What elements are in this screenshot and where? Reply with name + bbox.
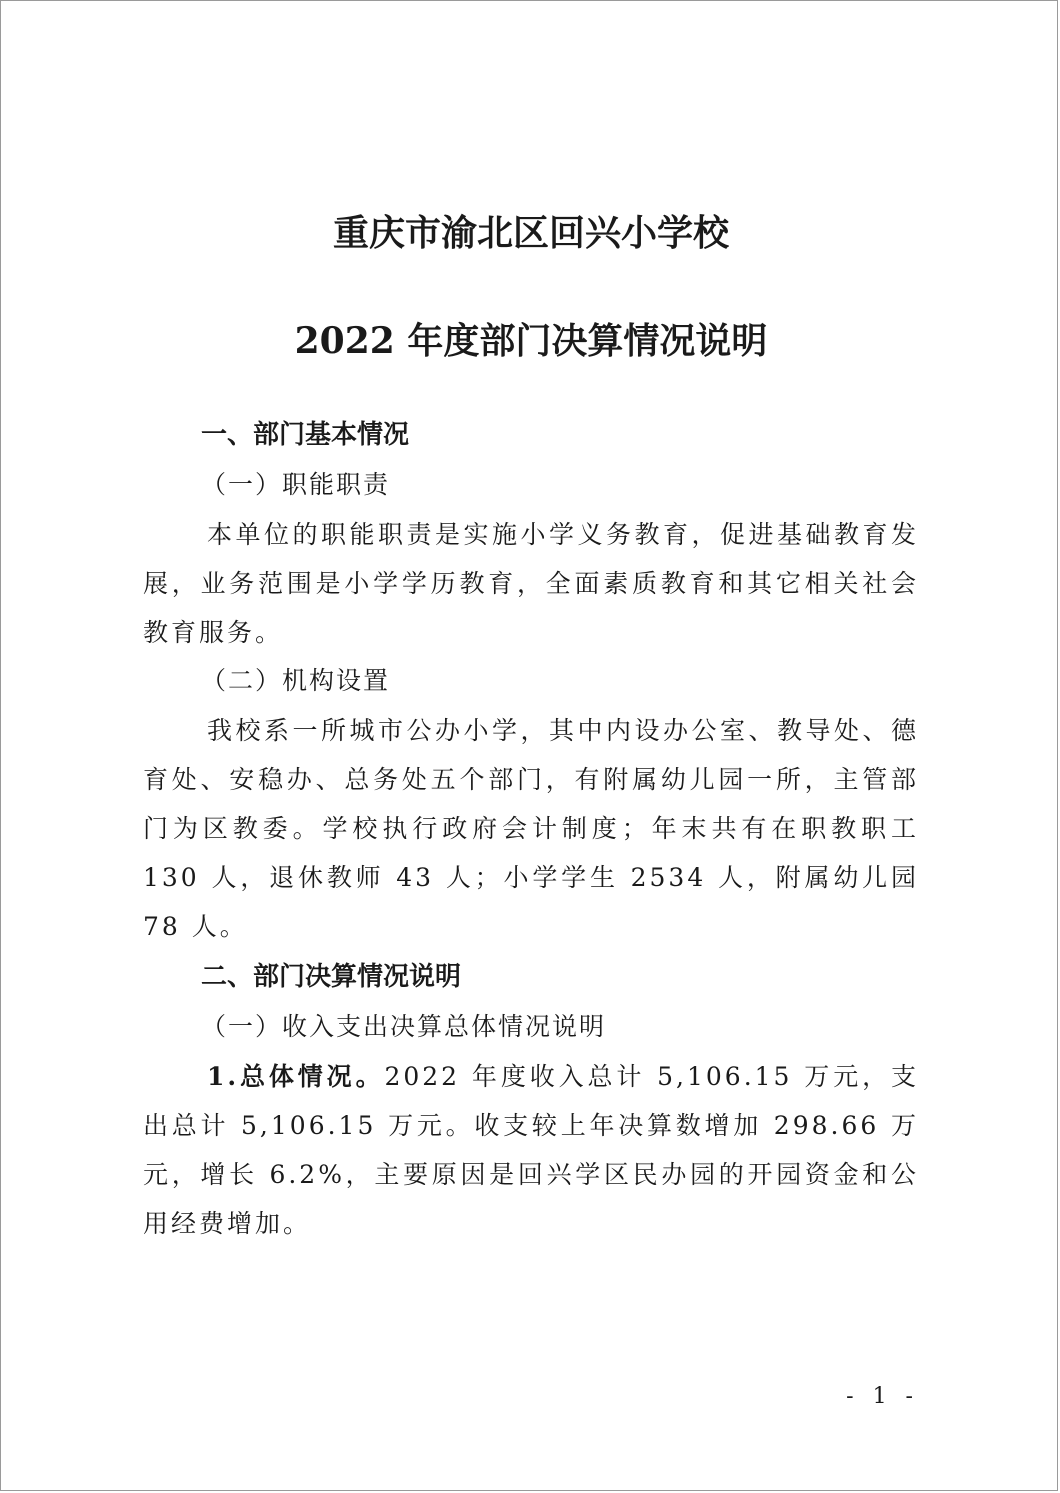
- section1-sub2-paragraph: 我校系一所城市公办小学，其中内设办公室、教导处、德育处、安稳办、总务处五个部门，有附属幼儿园一所，主管部门为区教委。学校执行政府会计制度；年末共有在职教职工 130 人，退休教师 43 人；小学学生 2534 人，附属幼儿园 78 人。: [143, 716, 919, 941]
- section1-sub2-heading: （二）机构设置: [201, 666, 391, 695]
- page-number: - 1 -: [846, 1384, 919, 1409]
- section2-item1-paragraph: [143, 1052, 919, 1248]
- document-title-line2: 2022 年度部门决算情况说明: [294, 320, 768, 362]
- section1-heading: 一、部门基本情况: [201, 420, 410, 450]
- document-title-line1: 重庆市渝北区回兴小学校: [332, 212, 729, 254]
- section2-item1-label: 1.总体情况。: [207, 1062, 385, 1091]
- section2-item1-text: 2022 年度收入总计 5,106.15 万元，支出总计 5,106.15 万元。收支较上年决算数增加 298.66 万元，增长 6.2%，主要原因是回兴学区民办园的开园资金和公用经费增加。: [143, 1062, 919, 1238]
- section2-sub1-heading: （一）收入支出决算总体情况说明: [201, 1012, 607, 1041]
- section1-sub1-heading: （一）职能职责: [201, 470, 391, 499]
- section2-heading: 二、部门决算情况说明: [201, 962, 462, 992]
- section1-sub1-paragraph: 本单位的职能职责是实施小学义务教育，促进基础教育发展，业务范围是小学学历教育，全面素质教育和其它相关社会教育服务。: [143, 520, 919, 647]
